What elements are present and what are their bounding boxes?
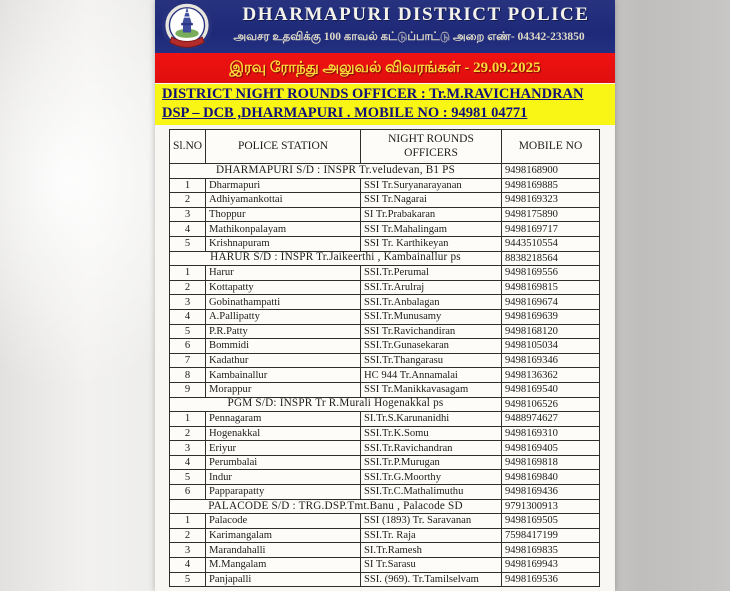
station-cell: Kambainallur <box>206 368 361 383</box>
subdivision-label: PGM S/D: INSPR Tr R.Murali Hogenakkal ps <box>170 397 502 412</box>
sl-cell: 5 <box>170 470 206 485</box>
col-header-slno: Sl.NO <box>170 130 206 164</box>
mobile-cell: 9791300913 <box>502 499 600 514</box>
col-header-mobile-no: MOBILE NO <box>502 130 600 164</box>
officer-cell: SSI.Tr.P.Murugan <box>361 455 502 470</box>
header-banner <box>155 0 615 53</box>
mobile-cell: 9498105034 <box>502 339 600 354</box>
station-cell: Palacode <box>206 514 361 529</box>
mobile-cell: 9498169436 <box>502 485 600 500</box>
notice-flyer <box>155 0 615 591</box>
table-row <box>170 236 600 251</box>
subdivision-label: PALACODE S/D : TRG.DSP.Tmt.Banu , Palacode SD <box>170 499 502 514</box>
sl-cell: 2 <box>170 528 206 543</box>
mobile-cell: 9498168900 <box>502 164 600 179</box>
table-row <box>170 514 600 529</box>
mobile-cell: 9498106526 <box>502 397 600 412</box>
officer-cell: SI Tr.Prabakaran <box>361 207 502 222</box>
mobile-cell: 9498169323 <box>502 193 600 208</box>
sl-cell: 2 <box>170 193 206 208</box>
officer-cell: SI.Tr.S.Karunanidhi <box>361 412 502 427</box>
mobile-cell: 9498169346 <box>502 353 600 368</box>
mobile-cell: 7598417199 <box>502 528 600 543</box>
table-row <box>170 558 600 573</box>
sl-cell: 3 <box>170 295 206 310</box>
station-cell: Marandahalli <box>206 543 361 558</box>
sl-cell: 1 <box>170 266 206 281</box>
station-cell: Indur <box>206 470 361 485</box>
mobile-cell: 9488974627 <box>502 412 600 427</box>
sl-cell: 6 <box>170 339 206 354</box>
officer-cell: SSI Tr.Mahalingam <box>361 222 502 237</box>
table-header-row <box>170 130 600 164</box>
station-cell: Kadathur <box>206 353 361 368</box>
officer-cell: SSI.Tr.Ravichandran <box>361 441 502 456</box>
sl-cell: 3 <box>170 543 206 558</box>
officer-cell: SSI Tr.Suryanarayanan <box>361 178 502 193</box>
mobile-cell: 9498169639 <box>502 309 600 324</box>
station-cell: Dharmapuri <box>206 178 361 193</box>
mobile-cell: 9498169674 <box>502 295 600 310</box>
station-cell: A.Pallipatty <box>206 309 361 324</box>
officer-cell: SSI.Tr.C.Mathalimuthu <box>361 485 502 500</box>
mobile-cell: 9443510554 <box>502 236 600 251</box>
officer-cell: SSI Tr.Manikkavasagam <box>361 382 502 397</box>
date-banner-text: இரவு ரோந்து அலுவல் விவரங்கள் - 29.09.2025 <box>229 59 541 76</box>
mobile-cell: 9498169536 <box>502 572 600 587</box>
table-row <box>170 528 600 543</box>
mobile-cell: 9498169310 <box>502 426 600 441</box>
table-row <box>170 339 600 354</box>
station-cell: Karimangalam <box>206 528 361 543</box>
table-row <box>170 266 600 281</box>
station-cell: Thoppur <box>206 207 361 222</box>
sl-cell: 4 <box>170 558 206 573</box>
station-cell: Krishnapuram <box>206 236 361 251</box>
table-row <box>170 368 600 383</box>
sl-cell: 4 <box>170 309 206 324</box>
sl-cell: 2 <box>170 280 206 295</box>
sl-cell: 5 <box>170 572 206 587</box>
sl-cell: 3 <box>170 441 206 456</box>
officer-cell: SSI.Tr.Perumal <box>361 266 502 281</box>
table-row <box>170 382 600 397</box>
station-cell: Eriyur <box>206 441 361 456</box>
subdivision-label: DHARMAPURI S/D : INSPR Tr.veludevan, B1 PS <box>170 164 502 179</box>
station-cell: Papparapatty <box>206 485 361 500</box>
table-row <box>170 280 600 295</box>
table-row <box>170 295 600 310</box>
page-title: DHARMAPURI DISTRICT POLICE <box>242 4 590 25</box>
mobile-cell: 9498169540 <box>502 382 600 397</box>
tamilnadu-police-emblem-icon <box>160 1 214 55</box>
officer-cell: SSI.Tr.Anbalagan <box>361 295 502 310</box>
table-row <box>170 353 600 368</box>
header-subtitle: அவசர உதவிக்கு 100 காவல் கட்டுப்பாட்டு அறை எண்- 04342-233850 <box>233 31 585 43</box>
officer-cell: SSI.Tr.Gunasekaran <box>361 339 502 354</box>
mobile-cell: 9498169505 <box>502 514 600 529</box>
table-row <box>170 412 600 427</box>
mobile-cell: 9498169405 <box>502 441 600 456</box>
table-row <box>170 485 600 500</box>
rounds-table-body <box>170 164 600 587</box>
section-row <box>170 397 600 412</box>
sl-cell: 1 <box>170 514 206 529</box>
sl-cell: 5 <box>170 236 206 251</box>
notice-banner <box>155 84 615 125</box>
section-row <box>170 499 600 514</box>
sl-cell: 4 <box>170 222 206 237</box>
station-cell: M.Mangalam <box>206 558 361 573</box>
officer-cell: SSI Tr. Karthikeyan <box>361 236 502 251</box>
mobile-cell: 9498169556 <box>502 266 600 281</box>
table-row <box>170 207 600 222</box>
sl-cell: 3 <box>170 207 206 222</box>
col-header-night-rounds-officers: NIGHT ROUNDS OFFICERS <box>361 130 502 164</box>
mobile-cell: 9498169943 <box>502 558 600 573</box>
officer-cell: HC 944 Tr.Annamalai <box>361 368 502 383</box>
sl-cell: 6 <box>170 485 206 500</box>
mobile-cell: 9498168120 <box>502 324 600 339</box>
table-row <box>170 441 600 456</box>
sl-cell: 1 <box>170 178 206 193</box>
station-cell: Gobinathampatti <box>206 295 361 310</box>
sl-cell: 1 <box>170 412 206 427</box>
table-row <box>170 455 600 470</box>
mobile-cell: 9498169818 <box>502 455 600 470</box>
sl-cell: 2 <box>170 426 206 441</box>
rounds-table <box>169 129 600 587</box>
station-cell: Adhiyamankottai <box>206 193 361 208</box>
officer-cell: SSI.Tr.Thangarasu <box>361 353 502 368</box>
mobile-cell: 9498175890 <box>502 207 600 222</box>
sl-cell: 7 <box>170 353 206 368</box>
station-cell: Pennagaram <box>206 412 361 427</box>
station-cell: Harur <box>206 266 361 281</box>
officer-cell: SSI. (969). Tr.Tamilselvam <box>361 572 502 587</box>
officer-cell: SSI.Tr.Munusamy <box>361 309 502 324</box>
officer-cell: SSI Tr.Ravichandiran <box>361 324 502 339</box>
station-cell: Hogenakkal <box>206 426 361 441</box>
station-cell: Panjapalli <box>206 572 361 587</box>
station-cell: P.R.Patty <box>206 324 361 339</box>
mobile-cell: 9498169835 <box>502 543 600 558</box>
officer-cell: SSI.Tr.Arulraj <box>361 280 502 295</box>
subdivision-label: HARUR S/D : INSPR Tr.Jaikeerthi , Kambainallur ps <box>170 251 502 266</box>
station-cell: Morappur <box>206 382 361 397</box>
notice-line-2: DSP – DCB ,DHARMAPURI . MOBILE NO : 94981 04771 <box>162 105 528 121</box>
officer-cell: SI.Tr.Ramesh <box>361 543 502 558</box>
table-row <box>170 309 600 324</box>
mobile-cell: 9498136362 <box>502 368 600 383</box>
station-cell: Kottapatty <box>206 280 361 295</box>
table-row <box>170 222 600 237</box>
date-banner <box>155 53 615 83</box>
officer-cell: SSI.Tr.K.Somu <box>361 426 502 441</box>
section-row <box>170 164 600 179</box>
table-row <box>170 193 600 208</box>
mobile-cell: 9498169885 <box>502 178 600 193</box>
station-cell: Bommidi <box>206 339 361 354</box>
mobile-cell: 9498169815 <box>502 280 600 295</box>
officer-cell: SSI.Tr. Raja <box>361 528 502 543</box>
table-row <box>170 426 600 441</box>
table-row <box>170 178 600 193</box>
officer-cell: SSI.Tr.G.Moorthy <box>361 470 502 485</box>
col-header-police-station: POLICE STATION <box>206 130 361 164</box>
table-row <box>170 470 600 485</box>
table-row <box>170 324 600 339</box>
mobile-cell: 9498169840 <box>502 470 600 485</box>
table-row <box>170 543 600 558</box>
sl-cell: 9 <box>170 382 206 397</box>
section-row <box>170 251 600 266</box>
officer-cell: SI Tr.Sarasu <box>361 558 502 573</box>
station-cell: Perumbalai <box>206 455 361 470</box>
table-row <box>170 572 600 587</box>
notice-line-1: DISTRICT NIGHT ROUNDS OFFICER : Tr.M.RAVICHANDRAN <box>162 86 584 102</box>
sl-cell: 8 <box>170 368 206 383</box>
mobile-cell: 9498169717 <box>502 222 600 237</box>
sl-cell: 4 <box>170 455 206 470</box>
officer-cell: SSI Tr.Nagarai <box>361 193 502 208</box>
mobile-cell: 8838218564 <box>502 251 600 266</box>
sl-cell: 5 <box>170 324 206 339</box>
officer-cell: SSI (1893) Tr. Saravanan <box>361 514 502 529</box>
station-cell: Mathikonpalayam <box>206 222 361 237</box>
